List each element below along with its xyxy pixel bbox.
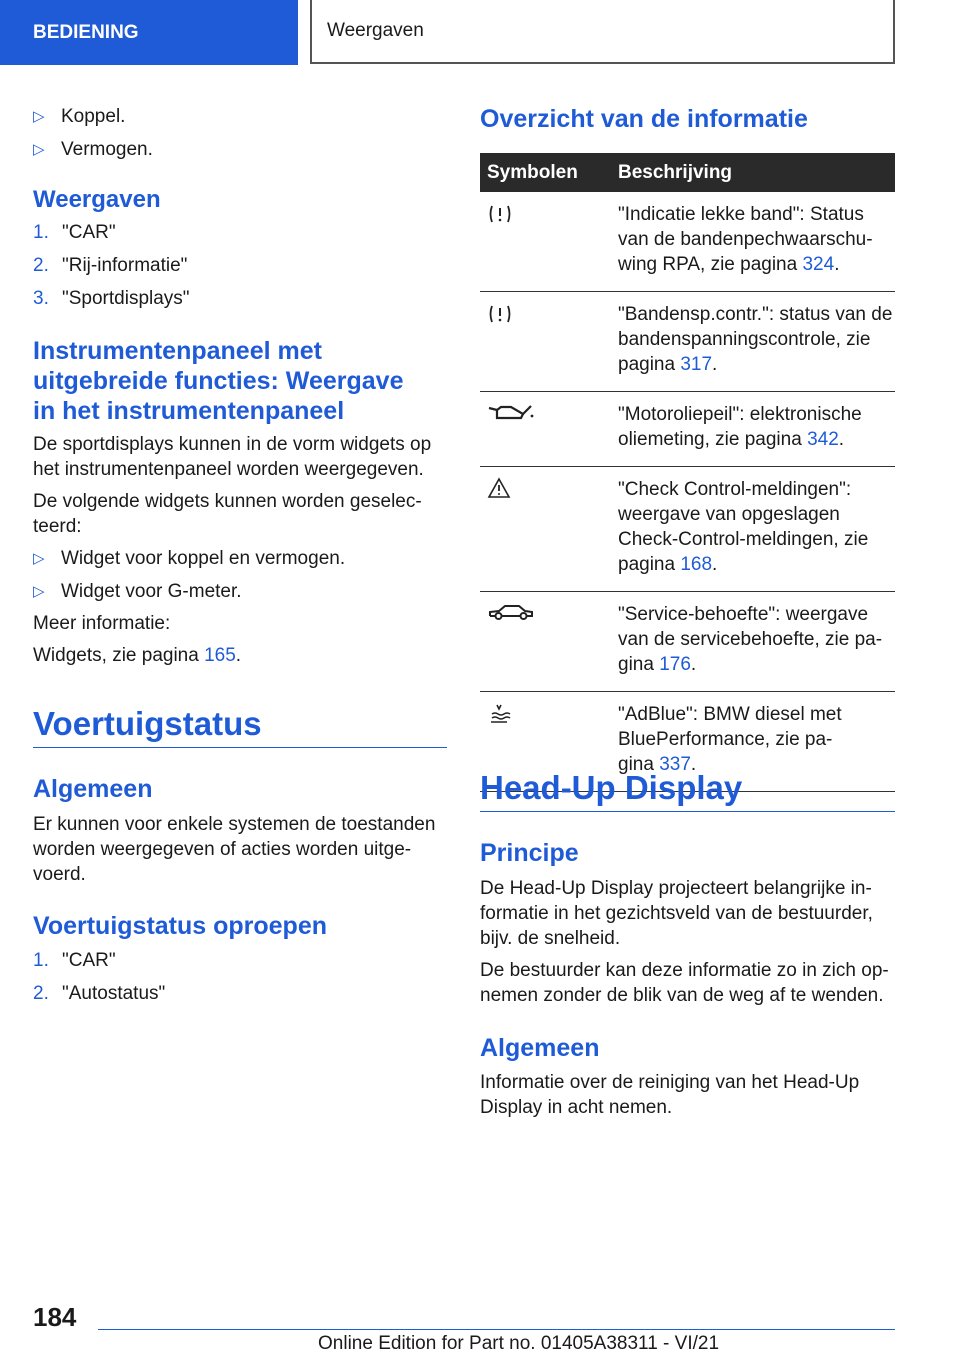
table-row: "Motoroliepeil": elektronische oliemeting, zie pagina 342. [480,392,895,467]
general-heading: Algemeen [33,775,153,803]
paragraph: Informatie over de reiniging van het Head-Up Display in acht nemen. [480,1072,860,1118]
chapter-label: Weergaven [327,20,424,41]
principle-heading: Principe [480,839,579,867]
heading-rule [33,747,447,748]
page-link[interactable]: 168 [680,554,713,575]
table-row: "AdBlue": BMW diesel met BluePerformance, zie pa- gina 337. [480,692,895,792]
page-link[interactable]: 337 [659,754,691,775]
table-row: "Service-behoefte": weergave van de servicebehoefte, zie pa- gina 176. [480,592,895,692]
paragraph: Er kunnen voor enkele systemen de toestanden worden weergegeven of acties worden uitge- voerd. [33,814,436,885]
list-item: 2. "Rij-informatie" [33,255,188,276]
column-header: Symbolen [480,153,618,192]
table-row: "Indicatie lekke band": Status van de bandenpechwaarschu- wing RPA, zie pagina 324. [480,192,895,292]
heading-rule [480,811,895,812]
page-link[interactable]: 317 [680,354,713,375]
table-row: "Check Control-meldingen": weergave van opgeslagen Check-Control-meldingen, zie pagina 168. [480,467,895,592]
paragraph: De volgende widgets kunnen worden geselec- teerd: [33,491,422,537]
instrument-heading: Instrumentenpaneel met uitgebreide functies: Weergave in het instrumentenpaneel [33,337,404,425]
triangle-bullet-icon: ▷ [33,141,45,158]
hud-heading: Head-Up Display [480,769,743,806]
hud-general-heading: Algemeen [480,1034,600,1062]
oil-can-icon [487,402,535,424]
list-item: ▷ Koppel. [33,106,126,127]
section-tab [0,0,298,65]
tire-warning-icon [487,202,513,226]
footer-rule [98,1329,895,1330]
overview-heading: Overzicht van de informatie [480,105,808,133]
edition-text: Online Edition for Part no. 01405A38311 - VI/21 [318,1333,720,1354]
paragraph: De Head-Up Display projecteert belangrijke in- formatie in het gezichtsveld van de bestuurder, bijv. de snelheid. [480,878,873,949]
list-item: ▷ Vermogen. [33,139,153,160]
list-item: 3. "Sportdisplays" [33,288,190,309]
table-header-row [480,153,895,192]
list-item: 1. "CAR" [33,222,116,243]
list-item: 2. "Autostatus" [33,983,166,1004]
triangle-bullet-icon: ▷ [33,550,45,567]
list-item: 1. "CAR" [33,950,116,971]
triangle-bullet-icon: ▷ [33,108,45,125]
page-link[interactable]: 176 [659,654,691,675]
car-service-icon [487,602,535,622]
column-header: Beschrijving [618,153,895,192]
more-info-label: Meer informatie: [33,613,171,634]
section-label: BEDIENING [33,21,139,43]
tire-pressure-icon [487,302,513,326]
paragraph: De sportdisplays kunnen in de vorm widgets op het instrumentenpaneel worden weergegeven. [33,434,432,480]
page-link[interactable]: 342 [807,429,839,450]
chapter-header [310,0,895,64]
page-number: 184 [33,1302,77,1332]
call-status-heading: Voertuigstatus oproepen [33,912,328,940]
table-row: "Bandensp.contr.": status van de bandenspanningscontrole, zie pagina 317. [480,292,895,392]
page-link[interactable]: 324 [802,254,835,275]
page-link[interactable]: 165 [204,645,236,666]
paragraph: De bestuurder kan deze informatie zo in zich op- nemen zonder de blik van de weg af te wenden. [480,960,889,1006]
info-table [480,153,895,792]
adblue-icon [487,702,511,724]
vehicle-status-heading: Voertuigstatus [33,705,262,742]
widgets-reference: Widgets, zie pagina 165. [33,645,242,666]
list-item: ▷ Widget voor koppel en vermogen. [33,548,346,569]
triangle-bullet-icon: ▷ [33,583,45,600]
list-item: ▷ Widget voor G-meter. [33,581,242,602]
warning-triangle-icon [487,477,511,499]
weergaven-heading: Weergaven [33,186,161,213]
